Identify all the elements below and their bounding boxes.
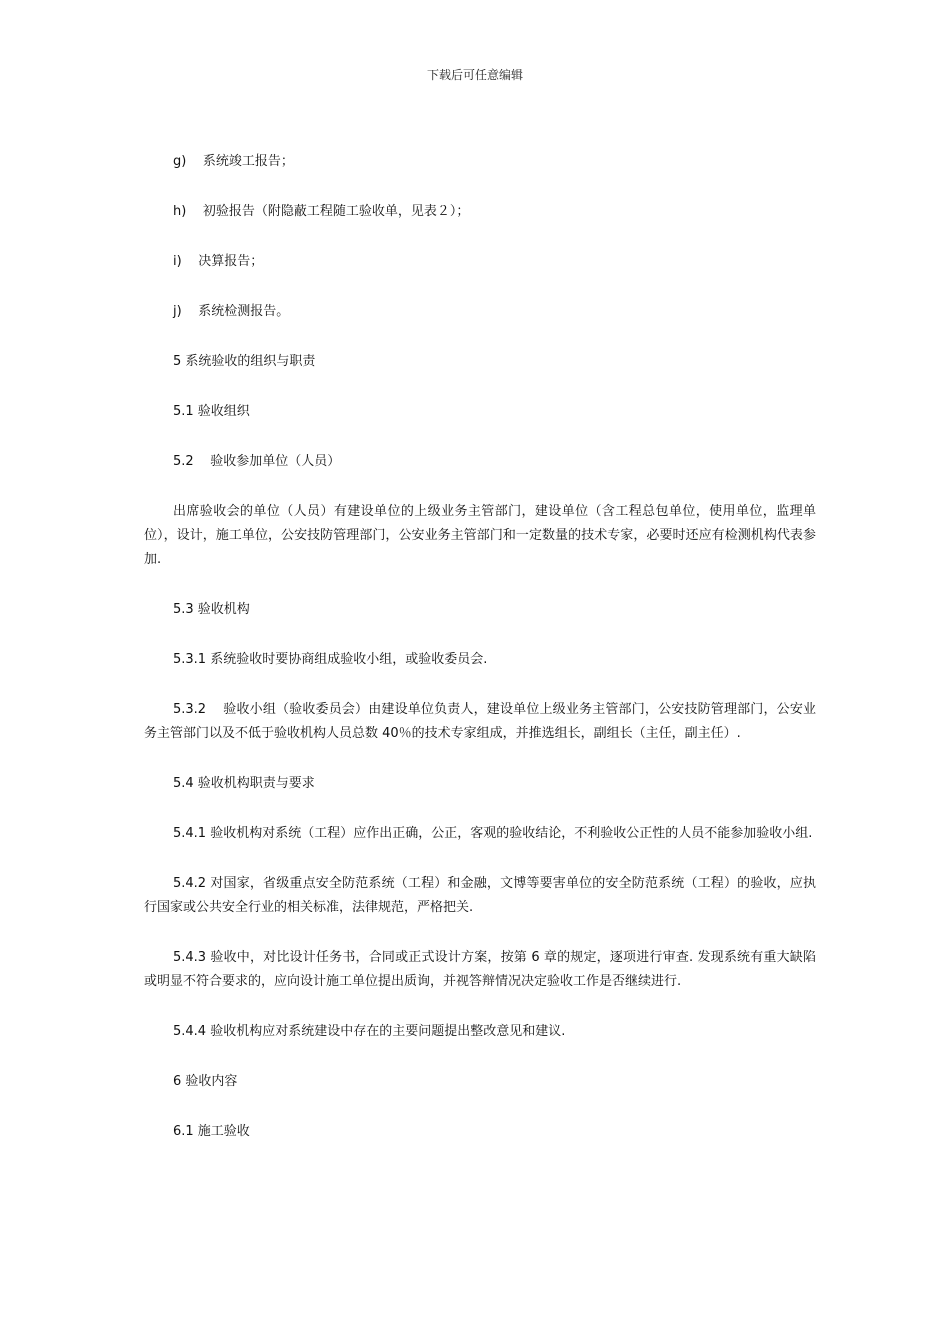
paragraph-attendees: 出席验收会的单位（人员）有建设单位的上级业务主管部门，建设单位（含工程总包单位，使用单位，监理单位），设计，施工单位，公安技防管理部门，公安业务主管部门和一定数量的技术专家，必要时还应有检测机构代表参加.	[144, 504, 816, 567]
paragraph-5-3-1: 5.3.1 系统验收时要协商组成验收小组，或验收委员会.	[173, 652, 488, 667]
document-body	[144, 150, 816, 1170]
paragraph-5-4-4: 5.4.4 验收机构应对系统建设中存在的主要问题提出整改意见和建议.	[173, 1024, 566, 1039]
section-heading-5-2: 5.2 验收参加单位（人员）	[173, 454, 341, 469]
section-heading-6-1: 6.1 施工验收	[173, 1124, 250, 1139]
paragraph-5-3-2: 5.3.2 验收小组（验收委员会）由建设单位负责人，建设单位上级业务主管部门，公安技防管理部门，公安业务主管部门以及不低于验收机构人员总数 40％的技术专家组成，并推选组长，副组长（主任，副主任）.	[144, 702, 816, 741]
section-heading-6: 6 验收内容	[173, 1074, 238, 1089]
section-heading-5-3: 5.3 验收机构	[173, 602, 250, 617]
section-heading-5-1: 5.1 验收组织	[173, 404, 250, 419]
list-item-j: j) 系统检测报告。	[173, 304, 290, 319]
paragraph-5-4-2: 5.4.2 对国家，省级重点安全防范系统（工程）和金融，文博等要害单位的安全防范系统（工程）的验收，应执行国家或公共安全行业的相关标准，法律规范，严格把关.	[144, 876, 816, 915]
section-heading-5-4: 5.4 验收机构职责与要求	[173, 776, 315, 791]
list-item-h: h) 初验报告（附隐蔽工程随工验收单，见表２）；	[173, 204, 470, 219]
list-item-g: g) 系统竣工报告；	[173, 154, 294, 169]
section-heading-5: 5 系统验收的组织与职责	[173, 354, 316, 369]
list-item-i: i) 决算报告；	[173, 254, 264, 269]
paragraph-5-4-3: 5.4.3 验收中，对比设计任务书，合同或正式设计方案，按第 6 章的规定，逐项进行审查. 发现系统有重大缺陷或明显不符合要求的，应向设计施工单位提出质询，并视答辩情况决定验收工作是否继续进行.	[144, 950, 816, 989]
paragraph-5-4-1: 5.4.1 验收机构对系统（工程）应作出正确，公正，客观的验收结论，不利验收公正性的人员不能参加验收小组.	[173, 826, 813, 841]
page-header: 下载后可任意编辑	[426, 68, 523, 82]
